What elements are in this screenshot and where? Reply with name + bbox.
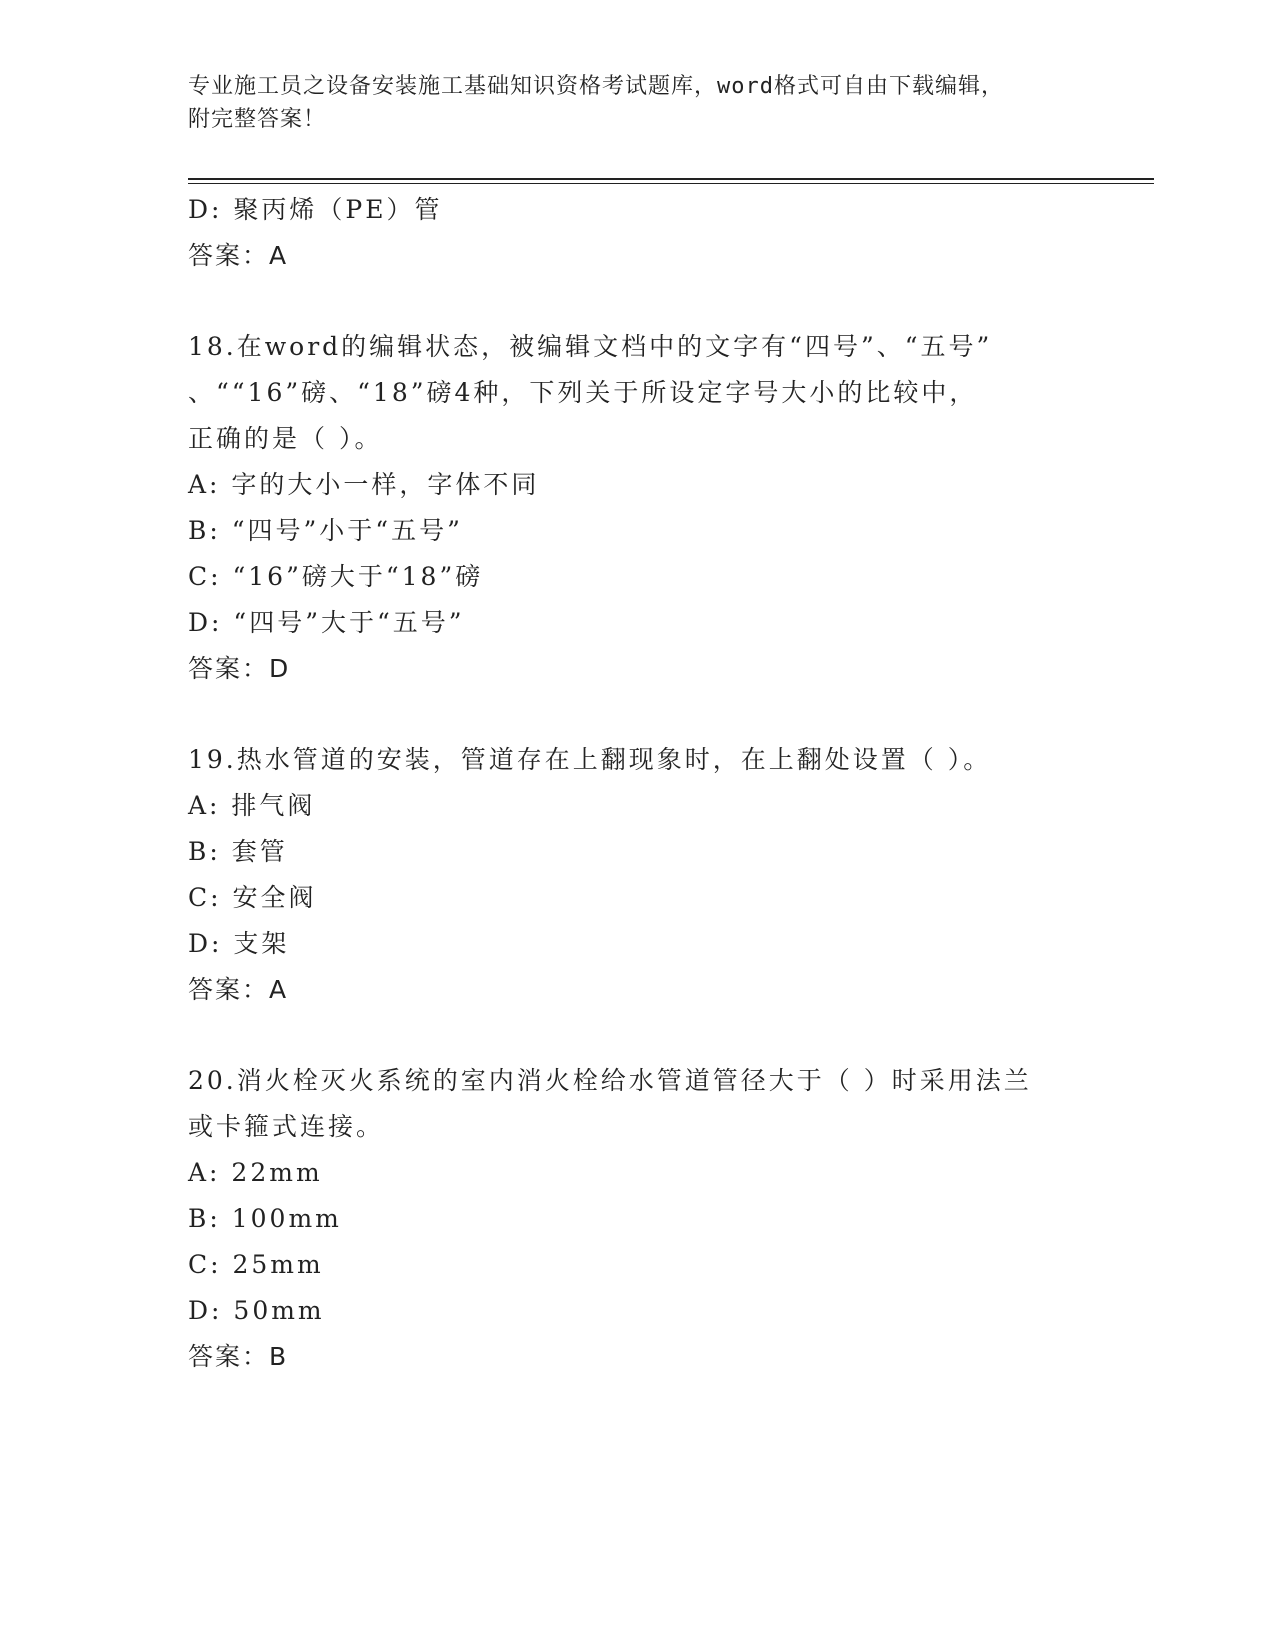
option-a: A: 排气阀 <box>188 791 316 820</box>
page-header <box>188 70 1088 136</box>
question-20 <box>188 1058 1088 1380</box>
header-rule-top <box>188 178 1154 180</box>
answer-line: 答案：A <box>188 241 289 270</box>
option-d: D: 支架 <box>188 929 290 958</box>
question-stem-line: 19.热水管道的安装，管道存在上翻现象时，在上翻处设置（ ）。 <box>188 745 992 774</box>
spacer <box>188 692 1088 737</box>
question-18 <box>188 324 1088 692</box>
spacer <box>188 279 1088 324</box>
answer-line: 答案：B <box>188 1342 289 1371</box>
question-stem-line: 、““16”磅、“18”磅4种，下列关于所设定字号大小的比较中， <box>188 378 978 407</box>
header-line-1: 专业施工员之设备安装施工基础知识资格考试题库，word格式可自由下载编辑， <box>188 74 1004 99</box>
option-c: C: 安全阀 <box>188 883 317 912</box>
document-body <box>188 187 1088 1380</box>
option-a: A: 字的大小一样，字体不同 <box>188 470 540 499</box>
header-line-2: 附完整答案！ <box>188 107 327 132</box>
answer-line: 答案：D <box>188 654 291 683</box>
question-stem-line: 或卡箍式连接。 <box>188 1112 385 1141</box>
question-stem-line: 正确的是（ ）。 <box>188 424 383 453</box>
spacer <box>188 1013 1088 1058</box>
option-d: D: 聚丙烯（PE）管 <box>188 195 443 224</box>
option-c: C: 25mm <box>188 1250 324 1279</box>
answer-line: 答案：A <box>188 975 289 1004</box>
header-rule-bottom <box>188 183 1154 184</box>
question-stem-line: 18.在word的编辑状态，被编辑文档中的文字有“四号”、“五号” <box>188 332 993 361</box>
question-stem-line: 20.消火栓灭火系统的室内消火栓给水管道管径大于（ ）时采用法兰 <box>188 1066 1032 1095</box>
option-d: D: 50mm <box>188 1296 325 1325</box>
question-19 <box>188 737 1088 1013</box>
option-b: B: 套管 <box>188 837 288 866</box>
option-a: A: 22mm <box>188 1158 323 1187</box>
previous-question-tail <box>188 187 1088 279</box>
option-c: C: “16”磅大于“18”磅 <box>188 562 484 591</box>
option-d: D: “四号”大于“五号” <box>188 608 465 637</box>
option-b: B: “四号”小于“五号” <box>188 516 463 545</box>
option-b: B: 100mm <box>188 1204 342 1233</box>
